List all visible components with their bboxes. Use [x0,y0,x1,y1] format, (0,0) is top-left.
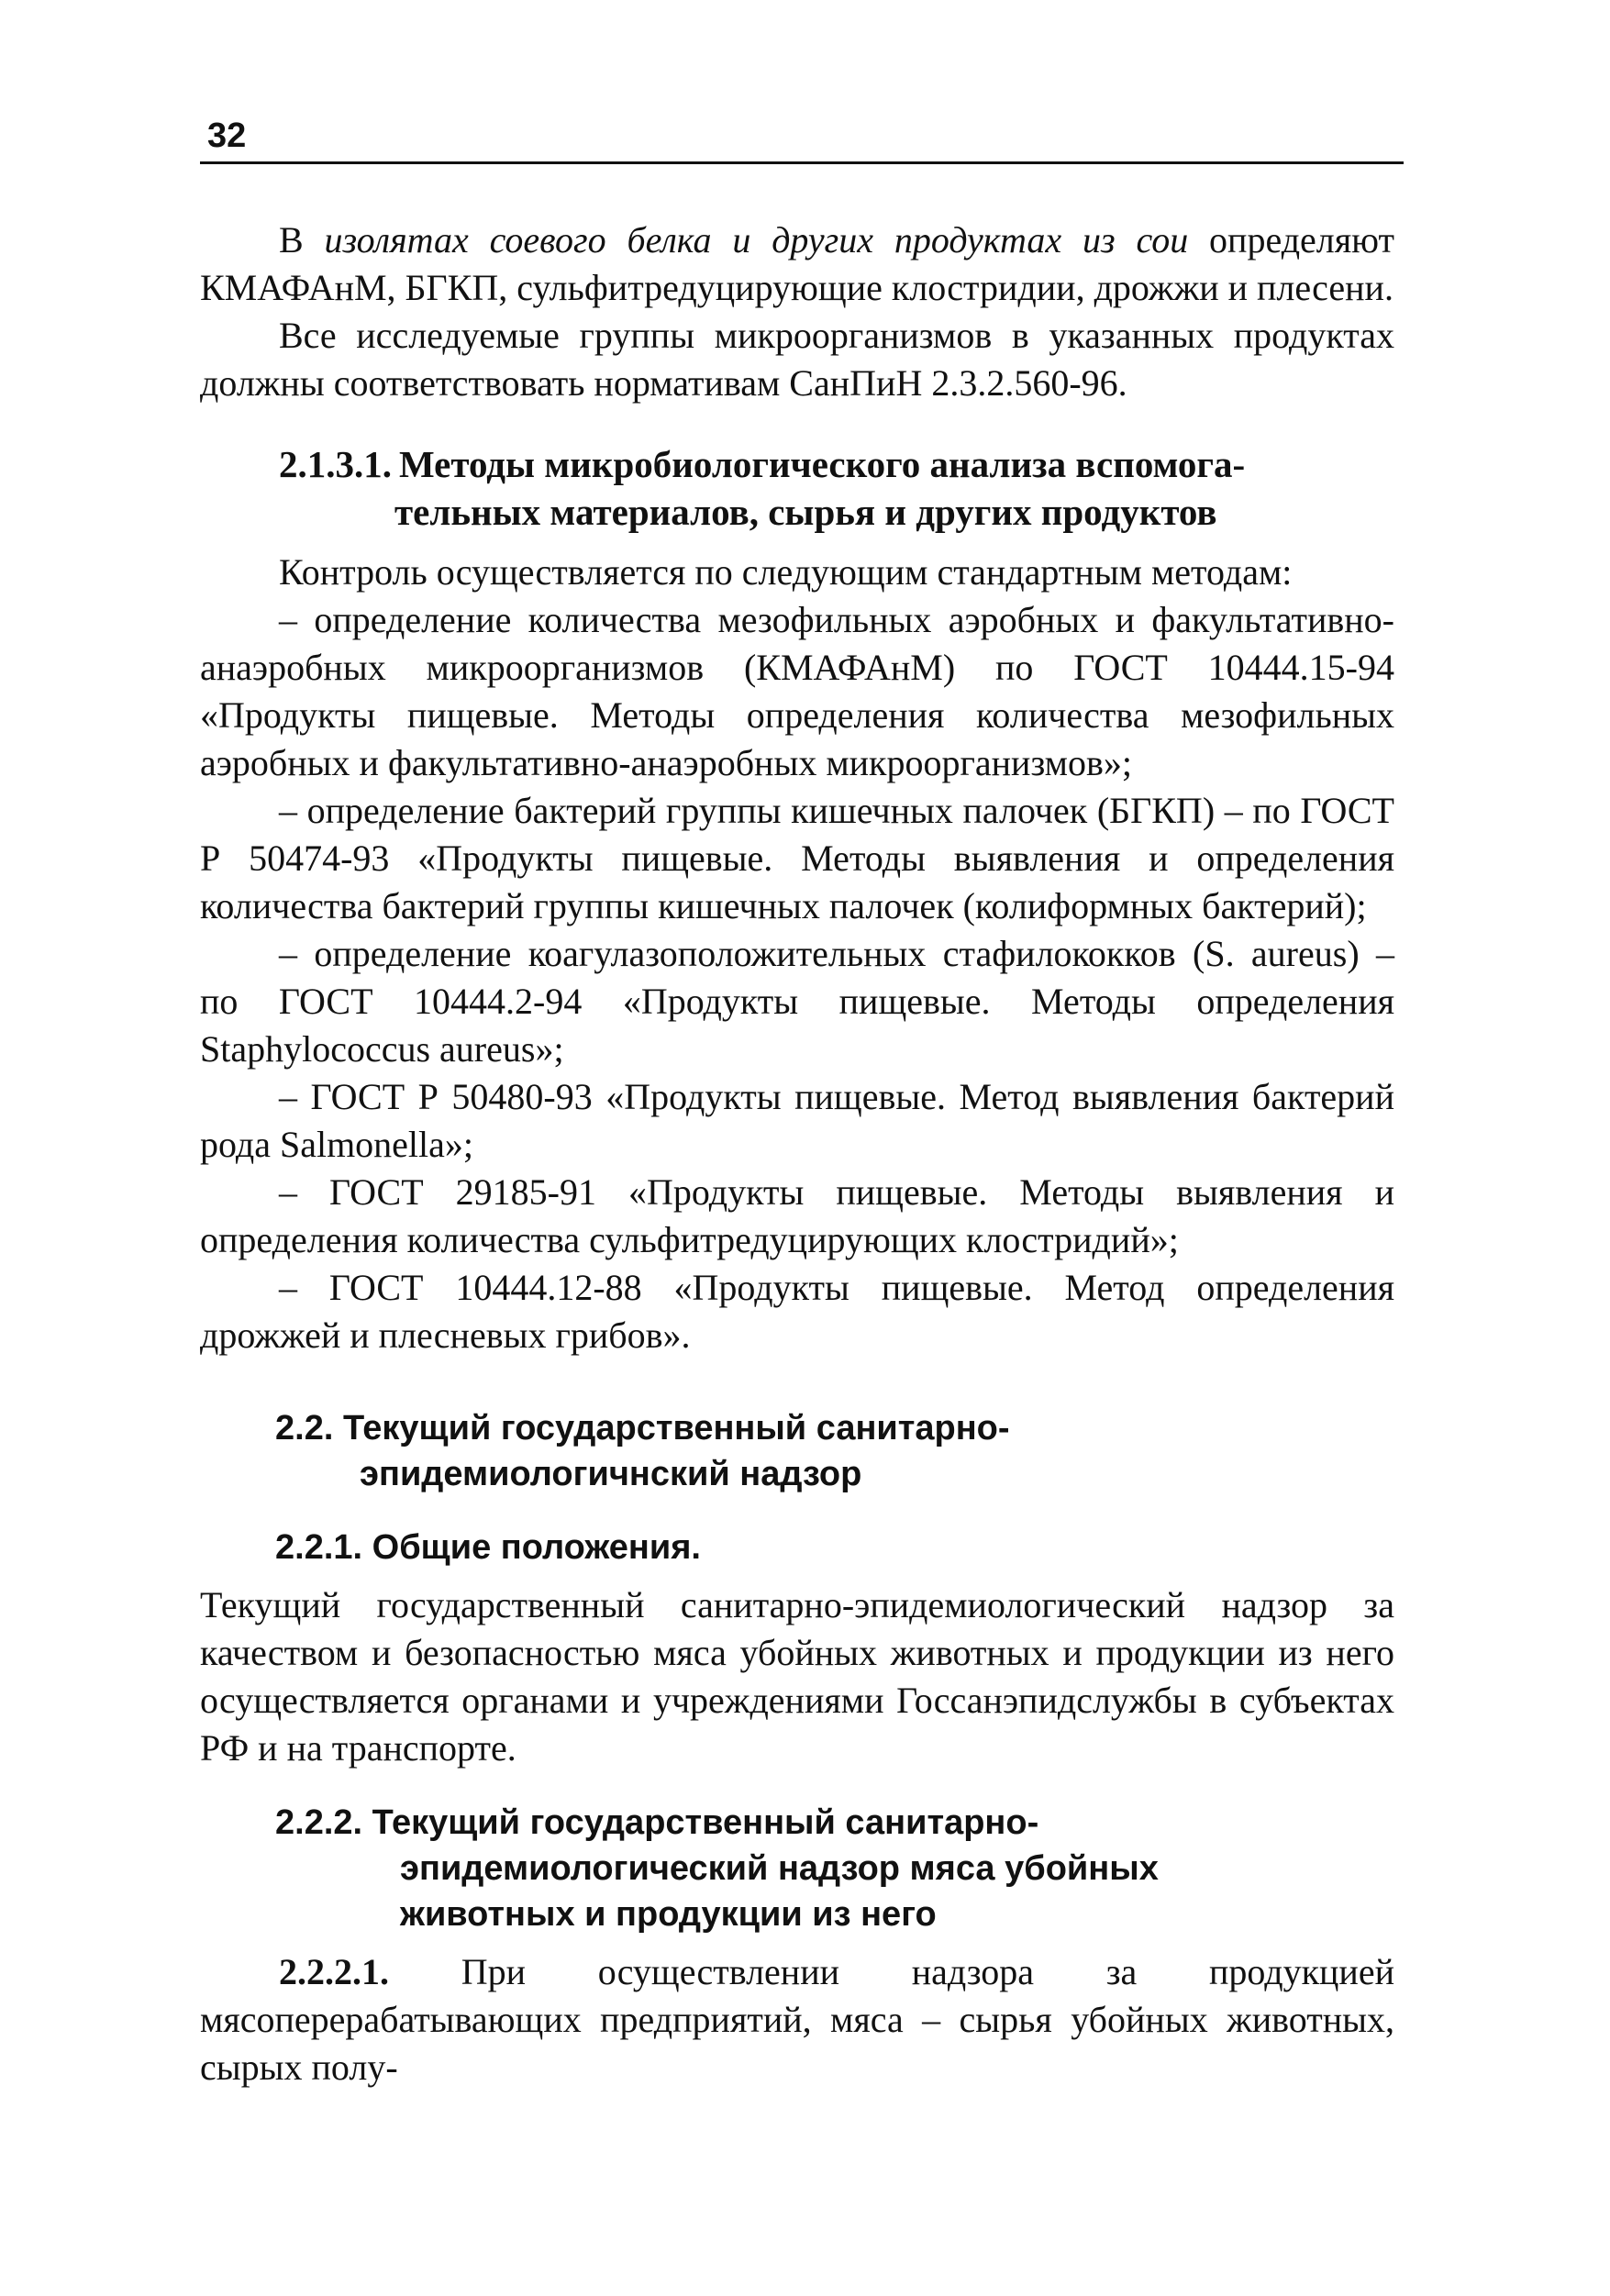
paragraph-general-provisions: Текущий государственный санитарно-эпидемиологический надзор за качеством и безопасностью мяса убойных животных и продукции из него осуществляется органами и учреждениями Госсанэпидслужбы в субъектах РФ и на транспорте. [200,1584,1394,1769]
paragraph-sanpin: Все исследуемые группы микроорганизмов в указанных продуктах должны соответствовать нормативам СанПиН 2.3.2.560-96. [200,315,1394,404]
list-item-bgkp: – определение бактерий группы кишечных палочек (БГКП) – по ГОСТ Р 50474-93 «Продукты пищевые. Методы выявления и определения количества бактерий группы кишечных палочек (колиформных бактерий); [200,790,1394,926]
paragraph-2221-text: При осуществлении надзора за продукцией мясоперерабатывающих предприятий, мяса – сырья убойных животных, сырых полу- [200,1951,1394,2088]
paragraph-2221 [200,1948,1394,2091]
list-item-yeast-mold: – ГОСТ 10444.12-88 «Продукты пищевые. Метод определения дрожжей и плесневых грибов». [200,1267,1394,1356]
heading-22-line2: эпидемиологичнский надзор [360,1455,862,1493]
paragraph-control-intro: Контроль осуществляется по следующим стандартным методам: [279,551,1293,593]
list-item-clostridia: – ГОСТ 29185-91 «Продукты пищевые. Методы выявления и определения количества сульфитредуцирующих клостридий»; [200,1171,1394,1260]
page-content [200,216,1394,2091]
paragraph-2221-number: 2.2.2.1. [279,1951,389,1992]
heading-222-line1: 2.2.2. Текущий государственный санитарно- [275,1803,1039,1842]
list-item-kmafanm: – определение количества мезофильных аэробных и факультативно-анаэробных микроорганизмов (КМАФАнМ) по ГОСТ 10444.15-94 «Продукты пищевые. Методы определения количества мезофильных аэробных и факультативно-анаэробных микроорганизмов»; [200,599,1394,783]
page-header [200,116,1404,164]
heading-222 [275,1800,1394,1937]
heading-2131-title-line2: тельных материалов, сырья и других продуктов [394,491,1217,533]
heading-222-line2: эпидемиологический надзор мяса убойных [400,1849,1159,1888]
heading-221 [275,1525,1394,1570]
page-number: 32 [207,116,247,155]
list-item-staphylococcus: – определение коагулазоположительных стафилококков (S. aureus) – по ГОСТ 10444.2-94 «Продукты пищевые. Методы определения Staphylococcus aureus»; [200,933,1394,1070]
heading-22-line1: 2.2. Текущий государственный санитарно- [275,1409,1010,1447]
italic-soy-isolates: изолятах соевого белка и других продуктах из сои [324,219,1189,261]
heading-22 [275,1405,1394,1497]
heading-222-line3: животных и продукции из него [400,1895,937,1934]
heading-2131 [279,440,1394,536]
paragraph-soy-tail: определяют КМАФАнМ, БГКП, сульфитредуцирующие клостридии, дрожжи и плесени. [200,219,1394,308]
heading-221-text: 2.2.1. Общие положения. [275,1528,701,1567]
paragraph-soy-lead: В [279,219,325,261]
heading-2131-number: 2.1.3.1. [279,443,392,485]
list-item-salmonella: – ГОСТ Р 50480-93 «Продукты пищевые. Метод выявления бактерий рода Salmonella»; [200,1076,1394,1165]
paragraph-soy-products [200,216,1394,312]
heading-2131-title-line1: Методы микробиологического анализа вспомога- [399,443,1246,485]
